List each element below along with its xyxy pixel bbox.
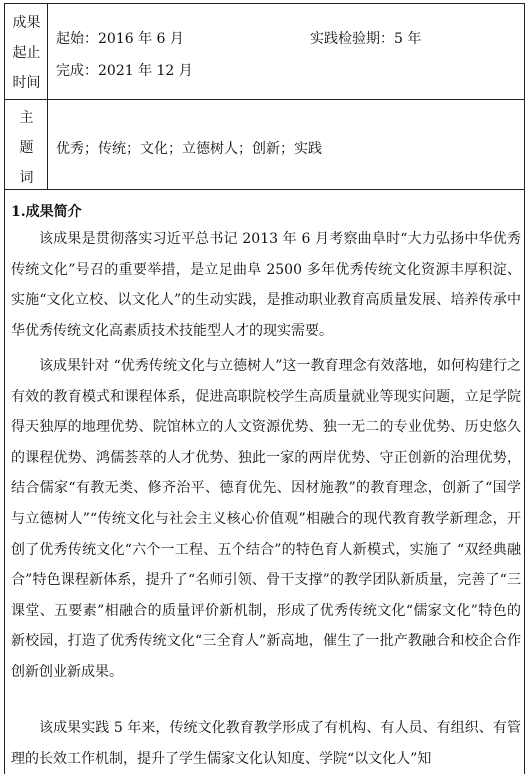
section-title: 1.成果简介 [11,204,82,220]
start-date: 起始：2016 年 6 月 [56,31,184,47]
keywords-row [5,100,524,190]
keywords-label [5,100,48,189]
summary-paragraph-3: 该成果实践 5 年来，传统文化教育教学形成了有机构、有人员、有组织、有管理的长效工作机制，提升了学生儒家文化认知度、学院“以文化人”知 [11,720,521,767]
dates-label-line-1: 成果 [12,15,41,31]
keywords-text: 优秀；传统；文化；立德树人；创新；实践 [56,141,322,157]
dates-label-line-2: 起止 [12,45,41,61]
summary-paragraph-1: 该成果是贯彻落实习近平总书记 2013 年 6 月考察曲阜时“大力弘扬中华优秀传统文化”号召的重要举措，是立足曲阜 2500 多年优秀传统文化资源丰厚积淀、实施“文化立校、以文化人”的生动实践，是推动职业教育高质量发展、培养传承中华优秀传统文化高素质技术技能型人才的现实需要。 [11,231,521,339]
summary-paragraph-2: 该成果针对 “优秀传统文化与立德树人”这一教育理念有效落地，如何构建行之有效的教育模式和课程体系，促进高职院校学生高质量就业等现实问题，立足学院得天独厚的地理优势、院馆林立的人文资源优势、独一无二的专业优势、历史悠久的课程优势、鸿儒荟萃的人才优势、独此一家的两岸优势、守正创新的治理优势，结合儒家“有教无类、修齐治平、德育优先、因材施教”的教育理念，创新了“国学与立德树人”“传统文化与社会主义核心价值观”相融合的现代教育教学新理念，开创了优秀传统文化“六个一工程、五个结合”的特色育人新模式，实施了 “双经典融合”特色课程新体系，提升了“名师引领、骨干支撑”的教学团队新质量，完善了“三课堂、五要素”相融合的质量评价新机制，形成了优秀传统文化“儒家文化”特色的新校园，打造了优秀传统文化“三全育人”新高地，催生了一批产教融合和校企合作创新创业新成果。 [11,358,521,680]
dates-row [5,4,524,100]
keywords-label-line-1: 主 [19,110,34,126]
end-date: 完成：2021 年 12 月 [56,63,193,79]
dates-label-line-3: 时间 [12,75,41,91]
keywords-label-line-3: 词 [19,170,34,186]
summary-section [5,190,524,774]
dates-label [5,4,48,99]
document-table [4,3,525,774]
keywords-label-line-2: 题 [19,140,34,156]
practice-period: 实践检验期：5 年 [310,31,422,47]
